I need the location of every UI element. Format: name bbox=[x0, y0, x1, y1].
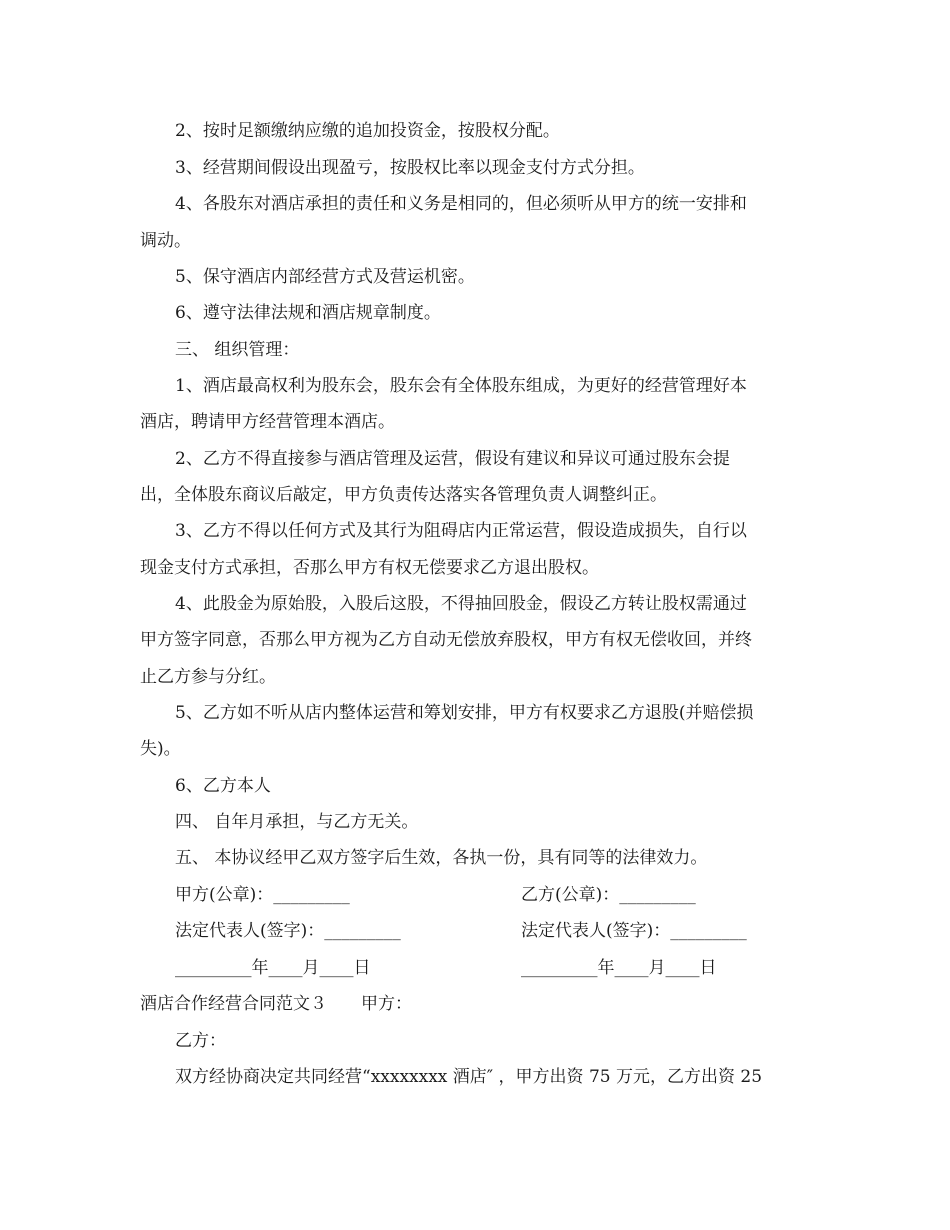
party-a-seal-line: 甲方(公章)：_________ bbox=[175, 885, 350, 905]
party-b-seal-line: 乙方(公章)：_________ bbox=[521, 885, 696, 905]
party-a-representative-line: 法定代表人(签字)：_________ bbox=[175, 921, 401, 941]
org-clause-4-continued-2: 止乙方参与分红。 bbox=[140, 667, 276, 687]
party-b-label: 乙方： bbox=[175, 1031, 226, 1051]
clause-5-confidentiality: 5、保守酒店内部经营方式及营运机密。 bbox=[175, 267, 475, 287]
clause-4-shareholder-duty: 4、各股东对酒店承担的责任和义务是相同的，但必须听从甲方的统一安排和 bbox=[175, 194, 747, 214]
org-clause-4: 4、此股金为原始股，入股后这股，不得抽回股金，假设乙方转让股权需通过 bbox=[175, 594, 747, 614]
org-clause-4-continued-1: 甲方签字同意，否那么甲方视为乙方自动无偿放弃股权，甲方有权无偿收回，并终 bbox=[140, 630, 752, 650]
section-3-heading: 三、 组织管理： bbox=[175, 340, 300, 360]
party-b-representative-line: 法定代表人(签字)：_________ bbox=[521, 921, 747, 941]
next-contract-title: 酒店合作经营合同范文３ 甲方： bbox=[140, 994, 412, 1014]
investment-statement: 双方经协商决定共同经营“xxxxxxxx 酒店″ ，甲方出资 75 万元，乙方出资 25 bbox=[175, 1067, 763, 1087]
clause-4-continued: 调动。 bbox=[140, 231, 191, 251]
section-5: 五、 本协议经甲乙双方签字后生效，各执一份，具有同等的法律效力。 bbox=[175, 848, 708, 868]
org-clause-1: 1、酒店最高权利为股东会，股东会有全体股东组成，为更好的经营管理好本 bbox=[175, 376, 747, 396]
clause-6-compliance: 6、遵守法律法规和酒店规章制度。 bbox=[175, 303, 441, 323]
org-clause-1-continued: 酒店，聘请甲方经营管理本酒店。 bbox=[140, 412, 395, 432]
party-a-date-line: _________年____月____日 bbox=[175, 958, 371, 978]
party-b-date-line: _________年____月____日 bbox=[521, 958, 717, 978]
org-clause-6: 6、乙方本人 bbox=[175, 776, 271, 796]
org-clause-5-continued: 失)。 bbox=[140, 739, 181, 759]
org-clause-3: 3、乙方不得以任何方式及其行为阻碍店内正常运营，假设造成损失，自行以 bbox=[175, 521, 747, 541]
clause-3-profit-loss: 3、经营期间假设出现盈亏，按股权比率以现金支付方式分担。 bbox=[175, 158, 645, 178]
org-clause-2-continued: 出，全体股东商议后敲定，甲方负责传达落实各管理负责人调整纠正。 bbox=[140, 485, 667, 505]
section-4: 四、 自年月承担，与乙方无关。 bbox=[175, 812, 419, 832]
clause-2-additional-investment: 2、按时足额缴纳应缴的追加投资金，按股权分配。 bbox=[175, 121, 560, 141]
org-clause-3-continued: 现金支付方式承担，否那么甲方有权无偿要求乙方退出股权。 bbox=[140, 558, 599, 578]
org-clause-2: 2、乙方不得直接参与酒店管理及运营，假设有建议和异议可通过股东会提 bbox=[175, 449, 730, 469]
org-clause-5: 5、乙方如不听从店内整体运营和筹划安排，甲方有权要求乙方退股(并赔偿损 bbox=[175, 703, 754, 723]
